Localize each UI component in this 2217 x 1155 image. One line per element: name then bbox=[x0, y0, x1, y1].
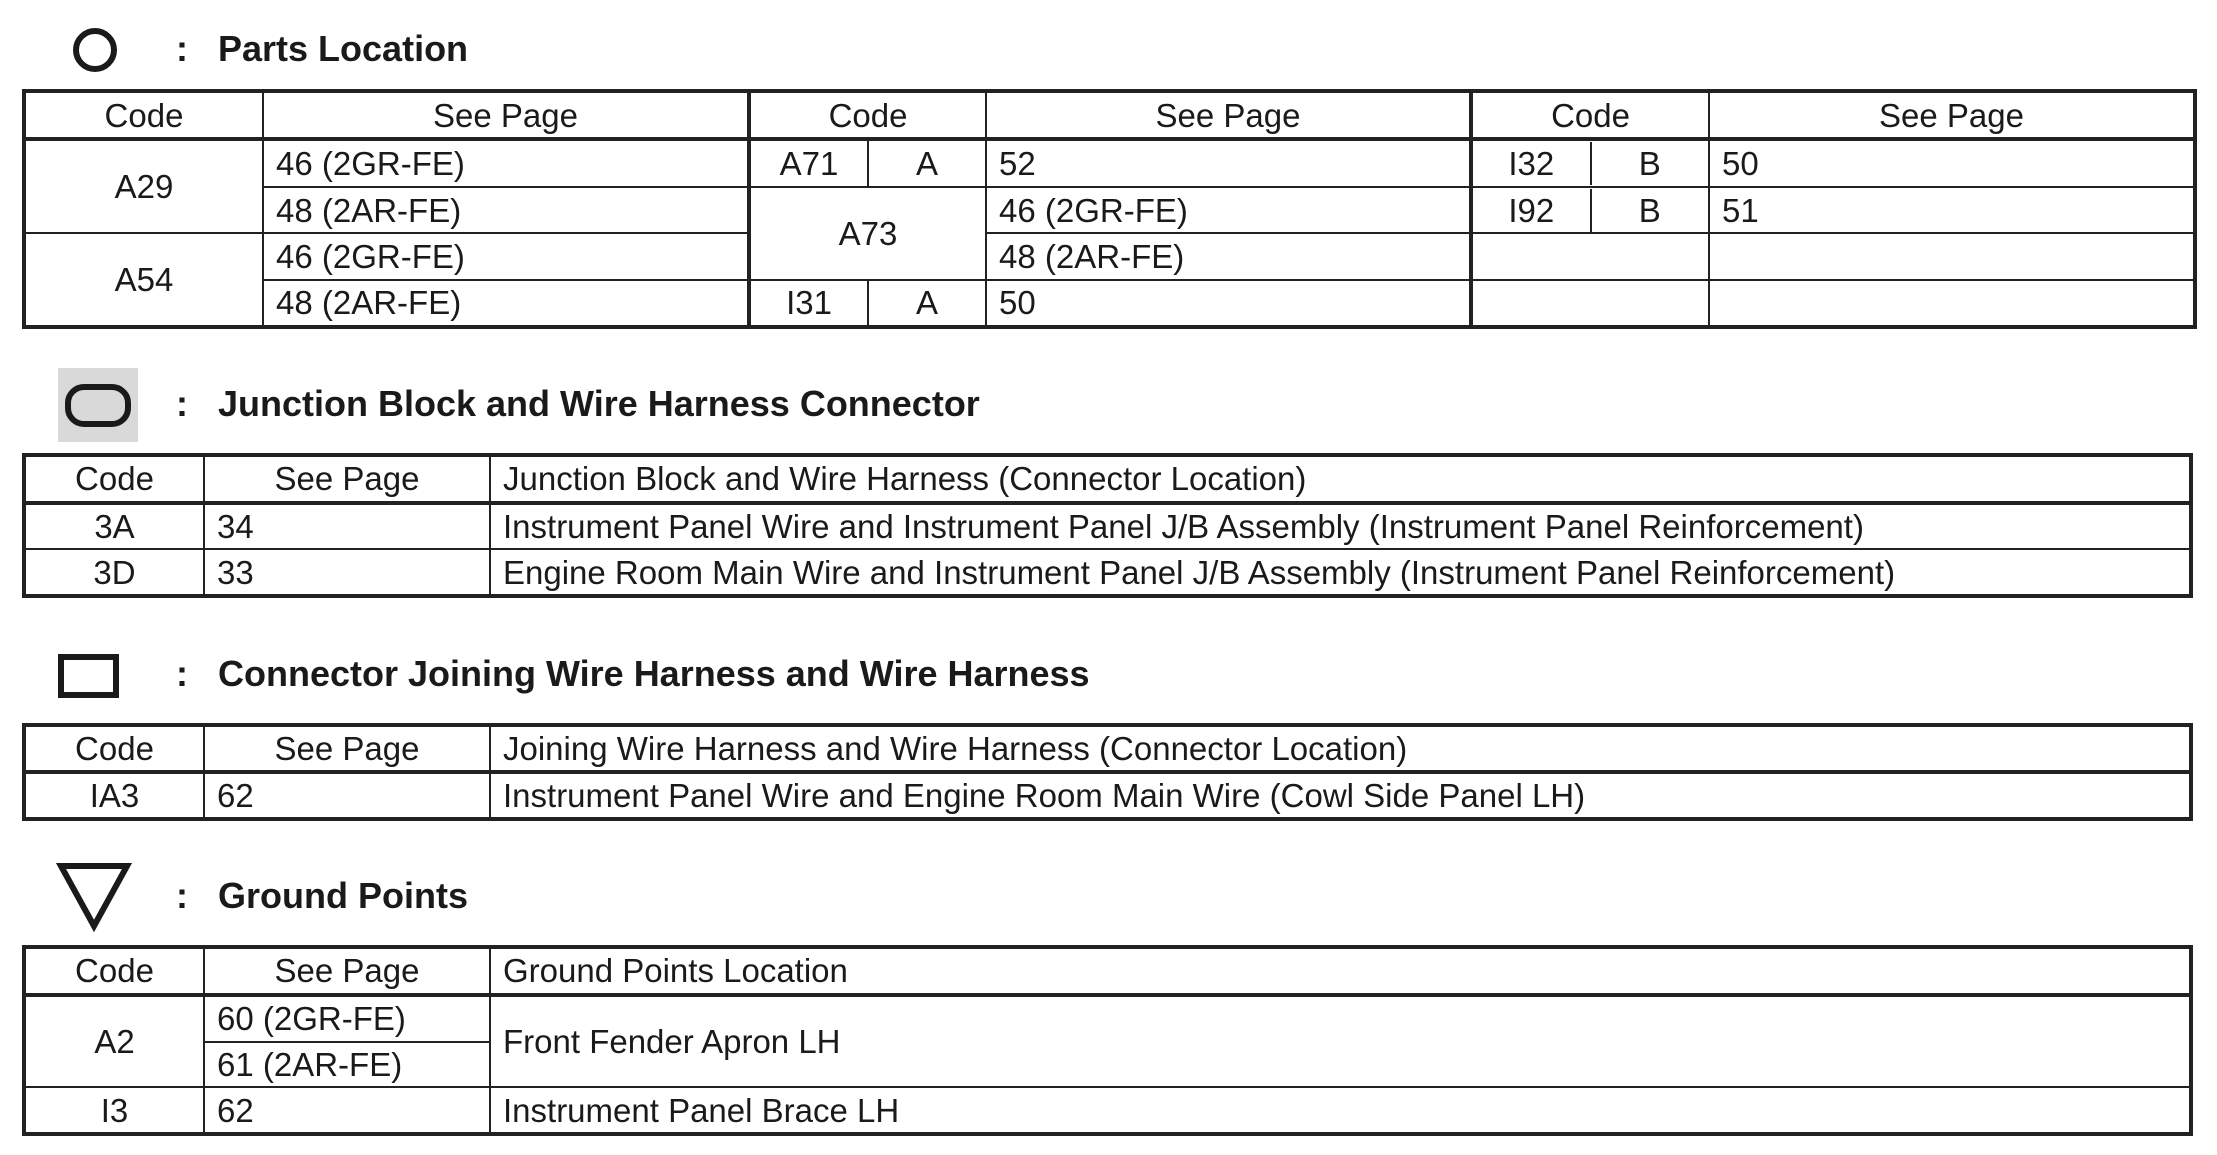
connector-joining-colon: : bbox=[176, 653, 188, 694]
connector-joining-header-row bbox=[24, 725, 2191, 772]
see-page-header: See Page bbox=[204, 455, 490, 503]
page-a2-2ar: 61 (2AR-FE) bbox=[204, 1042, 490, 1088]
see-page-header: See Page bbox=[204, 725, 490, 772]
code-i3: I3 bbox=[24, 1087, 204, 1134]
page-ia3: 62 bbox=[204, 772, 490, 819]
ground-points-heading bbox=[0, 857, 2217, 937]
table-row bbox=[24, 1087, 2191, 1134]
col1-code-header: Code bbox=[24, 91, 263, 139]
letter-i31: A bbox=[868, 280, 986, 327]
desc-a2: Front Fender Apron LH bbox=[490, 995, 2191, 1087]
page-i31: 50 bbox=[986, 280, 1471, 327]
table-row bbox=[24, 280, 2195, 327]
page-a29-2gr: 46 (2GR-FE) bbox=[263, 139, 749, 186]
description-header: Joining Wire Harness and Wire Harness (Connector Location) bbox=[490, 725, 2191, 772]
triangle-down-symbol-icon bbox=[55, 857, 155, 937]
ground-points-header-row bbox=[24, 947, 2191, 995]
table-row bbox=[24, 995, 2191, 1042]
page-3d: 33 bbox=[204, 549, 490, 596]
description-header: Junction Block and Wire Harness (Connector Location) bbox=[490, 455, 2191, 503]
table-row bbox=[24, 139, 2195, 186]
code-i32-cell bbox=[1471, 139, 1709, 186]
col2-code-header: Code bbox=[749, 91, 986, 139]
table-row bbox=[24, 549, 2191, 596]
code-a73: A73 bbox=[749, 187, 986, 280]
code-header: Code bbox=[24, 947, 204, 995]
parts-location-table bbox=[22, 89, 2197, 329]
desc-3a: Instrument Panel Wire and Instrument Panel J/B Assembly (Instrument Panel Reinforcement) bbox=[490, 503, 2191, 550]
junction-block-header-row bbox=[24, 455, 2191, 503]
letter-i32: B bbox=[1590, 142, 1709, 185]
page-i3: 62 bbox=[204, 1087, 490, 1134]
page-3a: 34 bbox=[204, 503, 490, 550]
table-row bbox=[24, 772, 2191, 819]
code-ia3: IA3 bbox=[24, 772, 204, 819]
code-i31: I31 bbox=[749, 280, 868, 327]
page-a71: 52 bbox=[986, 139, 1471, 186]
desc-3d: Engine Room Main Wire and Instrument Panel J/B Assembly (Instrument Panel Reinforcement) bbox=[490, 549, 2191, 596]
junction-block-colon: : bbox=[176, 383, 188, 424]
code-3d: 3D bbox=[24, 549, 204, 596]
desc-ia3: Instrument Panel Wire and Engine Room Main Wire (Cowl Side Panel LH) bbox=[490, 772, 2191, 819]
parts-location-colon: : bbox=[176, 28, 188, 69]
col1-see-page-header: See Page bbox=[263, 91, 749, 139]
code-header: Code bbox=[24, 725, 204, 772]
letter-i92: B bbox=[1590, 189, 1709, 232]
col3-code-header: Code bbox=[1471, 91, 1709, 139]
code-a71: A71 bbox=[749, 139, 868, 186]
junction-block-title: Junction Block and Wire Harness Connector bbox=[218, 383, 980, 424]
code-i92: I92 bbox=[1508, 191, 1555, 229]
page-a73-2gr: 46 (2GR-FE) bbox=[986, 187, 1471, 233]
page-a73-2ar: 48 (2AR-FE) bbox=[986, 233, 1471, 279]
connector-joining-table bbox=[22, 723, 2193, 821]
parts-location-header-row bbox=[24, 91, 2195, 139]
empty-cell bbox=[1709, 280, 2195, 327]
rounded-rectangle-symbol-icon bbox=[55, 365, 155, 445]
col3-see-page-header: See Page bbox=[1709, 91, 2195, 139]
empty-cell bbox=[1471, 233, 1709, 279]
circle-symbol-icon bbox=[55, 10, 155, 90]
ground-points-table bbox=[22, 945, 2193, 1136]
page-a54-2ar: 48 (2AR-FE) bbox=[263, 280, 749, 327]
code-a54: A54 bbox=[24, 233, 263, 327]
rectangle-symbol-icon bbox=[55, 635, 155, 715]
code-i32: I32 bbox=[1508, 145, 1555, 183]
empty-cell bbox=[1709, 233, 2195, 279]
code-header: Code bbox=[24, 455, 204, 503]
connector-joining-title: Connector Joining Wire Harness and Wire Harness bbox=[218, 653, 1090, 694]
page-i92: 51 bbox=[1709, 187, 2195, 233]
parts-location-heading bbox=[0, 10, 2217, 90]
page-i32: 50 bbox=[1709, 139, 2195, 186]
desc-i3: Instrument Panel Brace LH bbox=[490, 1087, 2191, 1134]
page-a54-2gr: 46 (2GR-FE) bbox=[263, 233, 749, 279]
table-row bbox=[24, 503, 2191, 550]
junction-block-table bbox=[22, 453, 2193, 598]
col2-see-page-header: See Page bbox=[986, 91, 1471, 139]
table-row bbox=[24, 187, 2195, 233]
connector-joining-heading bbox=[0, 635, 2217, 715]
see-page-header: See Page bbox=[204, 947, 490, 995]
code-a2: A2 bbox=[24, 995, 204, 1087]
code-i92-cell bbox=[1471, 187, 1709, 233]
code-a29: A29 bbox=[24, 139, 263, 233]
page-a29-2ar: 48 (2AR-FE) bbox=[263, 187, 749, 233]
parts-location-title: Parts Location bbox=[218, 28, 469, 69]
description-header: Ground Points Location bbox=[490, 947, 2191, 995]
letter-a71: A bbox=[868, 139, 986, 186]
ground-points-title: Ground Points bbox=[218, 875, 468, 916]
code-3a: 3A bbox=[24, 503, 204, 550]
empty-cell bbox=[1471, 280, 1709, 327]
ground-points-colon: : bbox=[176, 875, 188, 916]
table-row bbox=[24, 233, 2195, 279]
page-a2-2gr: 60 (2GR-FE) bbox=[204, 995, 490, 1042]
junction-block-heading bbox=[0, 365, 2217, 445]
